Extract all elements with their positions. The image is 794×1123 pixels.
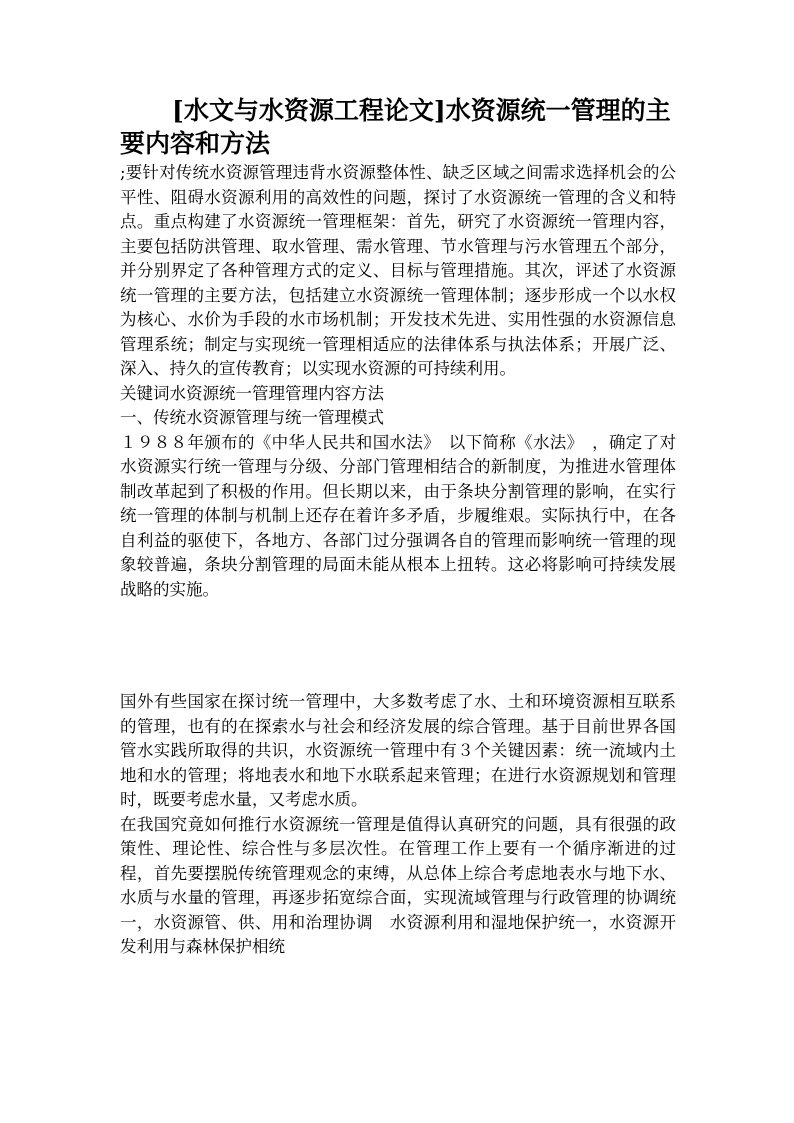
document-page [120,94,676,960]
body-paragraph-china-approach: 在我国究竟如何推行水资源统一管理是值得认真研究的问题，具有很强的政策性、理论性、综合性与多层次性。在管理工作上要有一个循序渐进的过程，首先要摆脱传统管理观念的束缚，从总体上综合考虑地表水与地下水、水质与水量的管理，再逐步拓宽综合面，实现流域管理与行政管理的协调统一，水资源管、供、用和治理协调 水资源利用和湿地保护统一，水资源开发利用与森林保护相统 [120,814,676,956]
body-paragraph-water-law: １９８８年颁布的《中华人民共和国水法》 以下简称《水法》 ，确定了对水资源实行统一管理与分级、分部门管理相结合的新制度，为推进水管理体制改革起到了积极的作用。但长期以来，由于条块分割管理的影响，在实行统一管理的体制与机制上还存在着许多矛盾，步履维艰。实际执行中，在各自利益的驱使下，各地方、各部门过分强调各自的管理而影响统一管理的现象较普遍，条块分割管理的局面未能从根本上扭转。这必将影响可持续发展战略的实施。 [120,432,676,599]
keywords-line: 关键词水资源统一管理管理内容方法 [120,383,384,403]
blank-space [120,602,676,690]
body-paragraph-foreign-practice: 国外有些国家在探讨统一管理中，大多数考虑了水、土和环境资源相互联系的管理，也有的在探索水与社会和经济发展的综合管理。基于目前世界各国管水实践所取得的共识，水资源统一管理中有３个关键因素：统一流域内土地和水的管理；将地表水和地下水联系起来管理；在进行水资源规划和管理时，既要考虑水量，又考虑水质。 [120,692,676,809]
document-title: [水文与水资源工程论文]水资源统一管理的主要内容和方法 [120,96,671,158]
section-heading: 一、传统水资源管理与统一管理模式 [120,408,384,427]
abstract-paragraph: ;要针对传统水资源管理违背水资源整体性、缺乏区域之间需求选择机会的公平性、阻碍水资源利用的高效性的问题，探讨了水资源统一管理的含义和特点。重点构建了水资源统一管理框架：首先，研究了水资源统一管理内容，主要包括防洪管理、取水管理、需水管理、节水管理与污水管理五个部分，并分别界定了各种管理方式的定义、目标与管理措施。其次，评述了水资源统一管理的主要方法，包括建立水资源统一管理体制；逐步形成一个以水权为核心、水价为手段的水市场机制；开发技术先进、实用性强的水资源信息管理系统；制定与实现统一管理相适应的法律体系与执法体系；开展广泛、深入、持久的宣传教育；以实现水资源的可持续利用。 [120,163,676,378]
